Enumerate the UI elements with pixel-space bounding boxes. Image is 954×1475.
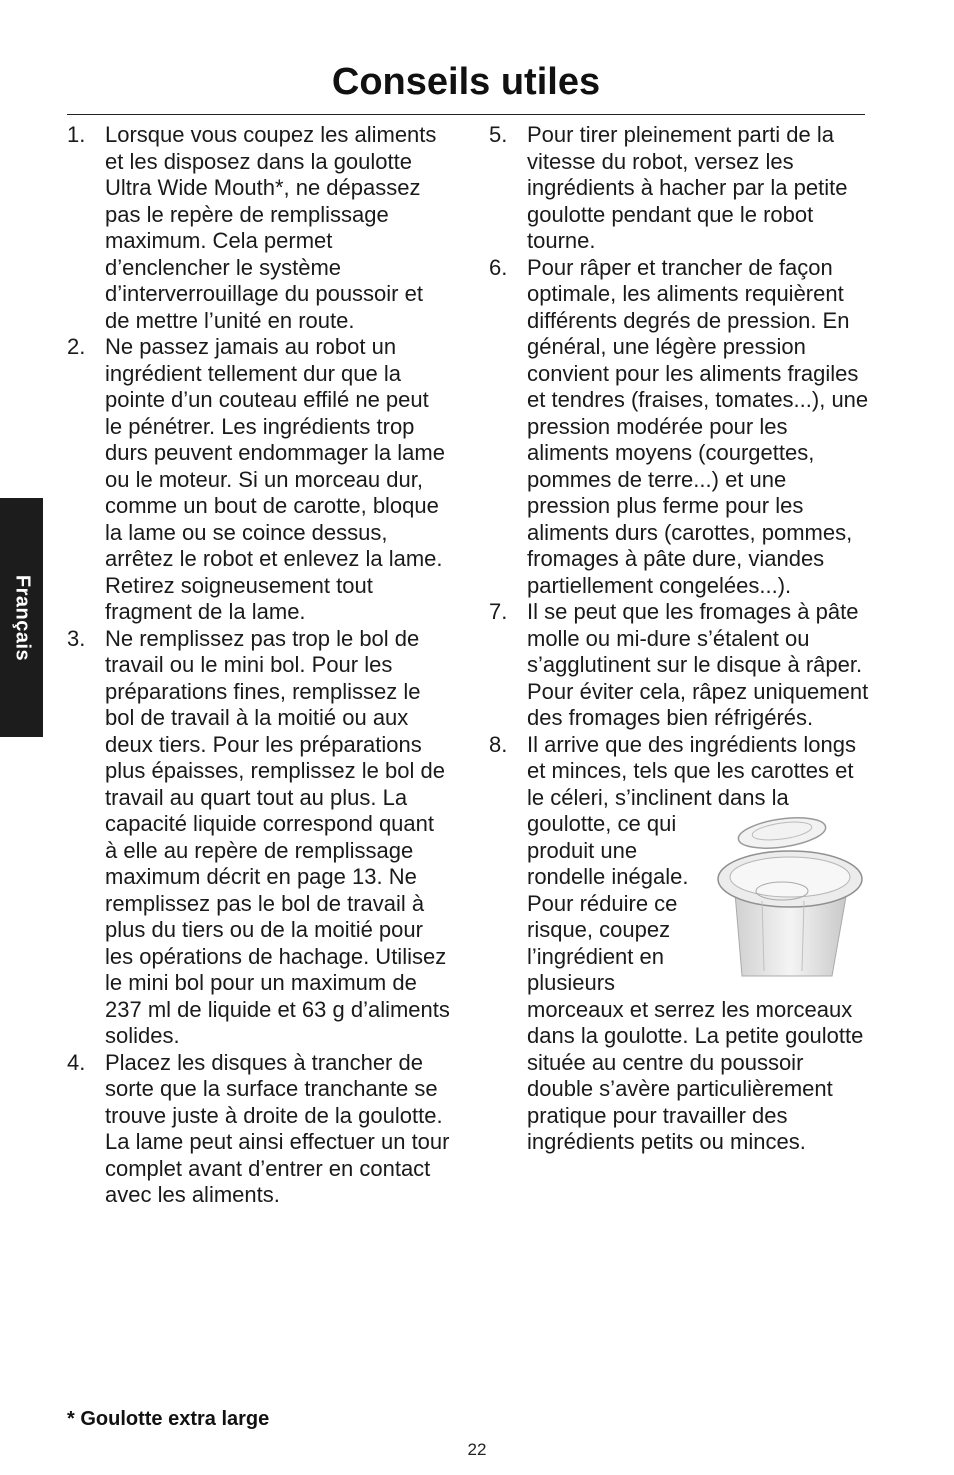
tip-number: 6.: [489, 254, 508, 280]
tip-text: Il se peut que les fromages à pâte molle ou mi-dure s’étalent ou s’agglutinent sur le disque à râper. Pour éviter cela, râpez uniquement des fromages bien réfrigérés.: [527, 599, 869, 730]
tip-item-5: [489, 122, 874, 255]
left-column: [67, 122, 451, 1209]
tip-text: Lorsque vous coupez les aliments et les disposez dans la goulotte Ultra Wide Mouth*, ne dépassez pas le repère de remplissage maximum. Cela permet d’enclencher le système d’interverrouillage du poussoir et de mettre l’unité en route.: [105, 122, 437, 333]
side-tab-label: Français: [11, 574, 33, 661]
tip-text: Ne passez jamais au robot un ingrédient tellement dur que la pointe d’un couteau effilé ne peut le pénétrer. Les ingrédients trop durs peuvent endommager la lame ou le moteur. Si un morceau dur, comme un bout de carotte, bloque la lame ou se coince dessus, arrêtez le robot et enlevez la lame. Retirez soigneusement tout fragment de la lame.: [105, 334, 445, 624]
language-side-tab: [0, 498, 43, 737]
right-column: [489, 122, 874, 1156]
tip-text: Ne remplissez pas trop le bol de travail ou le mini bol. Pour les préparations fines, remplissez le bol de travail à la moitié ou aux deux tiers. Pour les préparations plus épaisses, remplissez le bol de travail au quart tout au plus. La capacité liquide correspond quant à elle au repère de remplissage maximum décrit en page 13. Ne remplissez pas le bol de travail à plus du tiers ou de la moitié pour les opérations de hachage. Utilisez le mini bol pour un maximum de 237 ml de liquide et 63 g d’aliments solides.: [105, 625, 450, 1048]
tip-text-block: [527, 732, 874, 1156]
tip-number: 3.: [67, 625, 86, 651]
footnote: * Goulotte extra large: [67, 1408, 270, 1430]
text-with-illustration: [527, 811, 874, 997]
tip-text: Pour râper et trancher de façon optimale, les aliments requièrent différents degrés de pression. En général, une légère pression convient pour les aliments fragiles et tendres (fraises, tomates...), une pression modérée pour les aliments moyens (courgettes, pommes de terre...) et une pression plus ferme pour les aliments durs (carottes, pommes, fromages à pâte dure, viandes partiellement congelées...).: [527, 254, 869, 598]
tip-text-top: Il arrive que des ingrédients longs et minces, tels que les carottes et le céleri, s’inclinent dans la: [527, 731, 856, 810]
tip-text: Pour tirer pleinement parti de la vitesse du robot, versez les ingrédients à hacher par la petite goulotte pendant que le robot tourne.: [527, 122, 848, 253]
tip-item-4: [67, 1050, 451, 1209]
title-divider: [67, 114, 865, 115]
page-title: Conseils utiles: [331, 61, 601, 103]
tip-item-3: [67, 626, 451, 1050]
tip-item-2: [67, 334, 451, 626]
tip-item-1: [67, 122, 451, 334]
tip-number: 4.: [67, 1049, 86, 1075]
tip-item-6: [489, 255, 874, 600]
tip-text-bottom: morceaux et serrez les morceaux dans la goulotte. La petite goulotte située au centre du poussoir double s’avère particulièrement pratique pour travailler des ingrédients petits ou minces.: [527, 996, 864, 1154]
tip-text-wrapped: goulotte, ce qui produit une rondelle inégale. Pour réduire ce risque, coupez l’ingrédient en plusieurs: [527, 811, 689, 995]
tip-text: Placez les disques à trancher de sorte que la surface tranchante se trouve juste à droite de la goulotte. La lame peut ainsi effectuer un tour complet avant d’entrer en contact avec les aliments.: [105, 1049, 450, 1207]
food-pusher-illustration: [712, 811, 872, 981]
tip-number: 8.: [489, 731, 508, 757]
tip-item-7: [489, 599, 874, 732]
tip-number: 7.: [489, 599, 508, 624]
page-number: 22: [467, 1440, 487, 1459]
tip-number: 1.: [67, 122, 86, 147]
tip-item-8: [489, 732, 874, 1156]
tip-number: 2.: [67, 334, 86, 359]
tip-number: 5.: [489, 122, 508, 147]
